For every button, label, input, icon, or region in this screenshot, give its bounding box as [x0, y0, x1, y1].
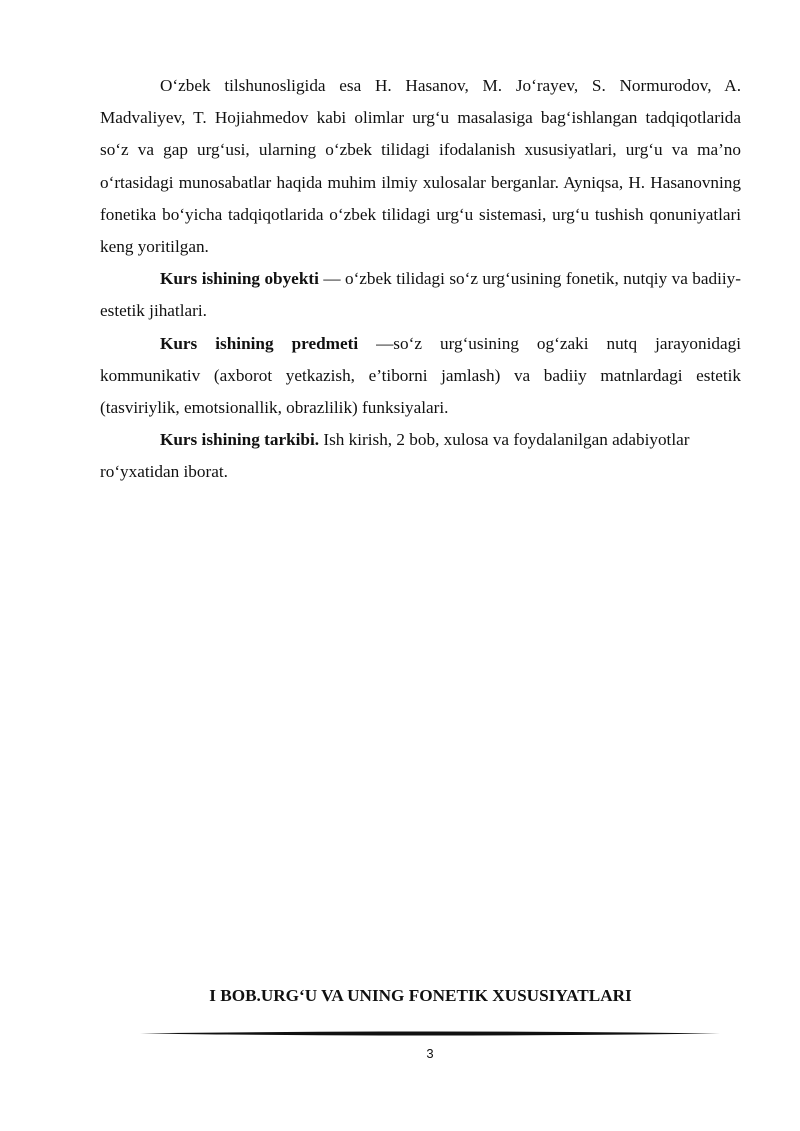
paragraph-object — [100, 263, 741, 327]
paragraph-subject-text: —so‘z urg‘usining og‘zaki nutq jarayonidagi kommunikativ (axborot yetkazish, e’tiborni jamlash) va badiiy matnlardagi estetik (tasviriylik, emotsionallik, obrazlilik) funksiyalari. — [100, 333, 741, 418]
paragraph-object-text: — o‘zbek tilidagi so‘z urg‘usining fonetik, nutqiy va badiiy-estetik jihatlari. — [100, 269, 741, 321]
paragraph-subject — [100, 328, 741, 425]
paragraph-intro-text: O‘zbek tilshunosligida esa H. Hasanov, M. Jo‘rayev, S. Normurodov, A. Madvaliyev, T. Hojiahmedov kabi olimlar urg‘u masalasiga bag‘ishlangan tadqiqotlarida so‘z va gap urg‘usi, ularning o‘zbek tilidagi ifodalanish xususiyatlari, urg‘u va ma’no o‘rtasidagi munosabatlar haqida muhim ilmiy xulosalar berganlar. Ayniqsa, H. Hasanovning fonetika bo‘yicha tadqiqotlarida o‘zbek tilidagi urg‘u sistemasi, urg‘u tushish qonuniyatlari keng yoritilgan. — [100, 76, 741, 257]
chapter-title: I BOB.URG‘U VA UNING FONETIK XUSUSIYATLARI — [209, 986, 632, 1005]
paragraph-intro — [100, 70, 741, 263]
paragraph-structure-text: Ish kirish, 2 bob, xulosa va foydalanilgan adabiyotlar ro‘yxatidan iborat. — [100, 430, 690, 482]
paragraph-structure — [100, 424, 741, 488]
paragraph-structure-lead: Kurs ishining tarkibi. — [160, 430, 320, 450]
page-number: 3 — [426, 1046, 434, 1061]
body-text — [100, 70, 741, 489]
footer-divider — [140, 1031, 720, 1036]
paragraph-object-lead: Kurs ishining obyekti — [160, 269, 319, 289]
paragraph-subject-lead: Kurs ishining predmeti — [160, 333, 359, 353]
